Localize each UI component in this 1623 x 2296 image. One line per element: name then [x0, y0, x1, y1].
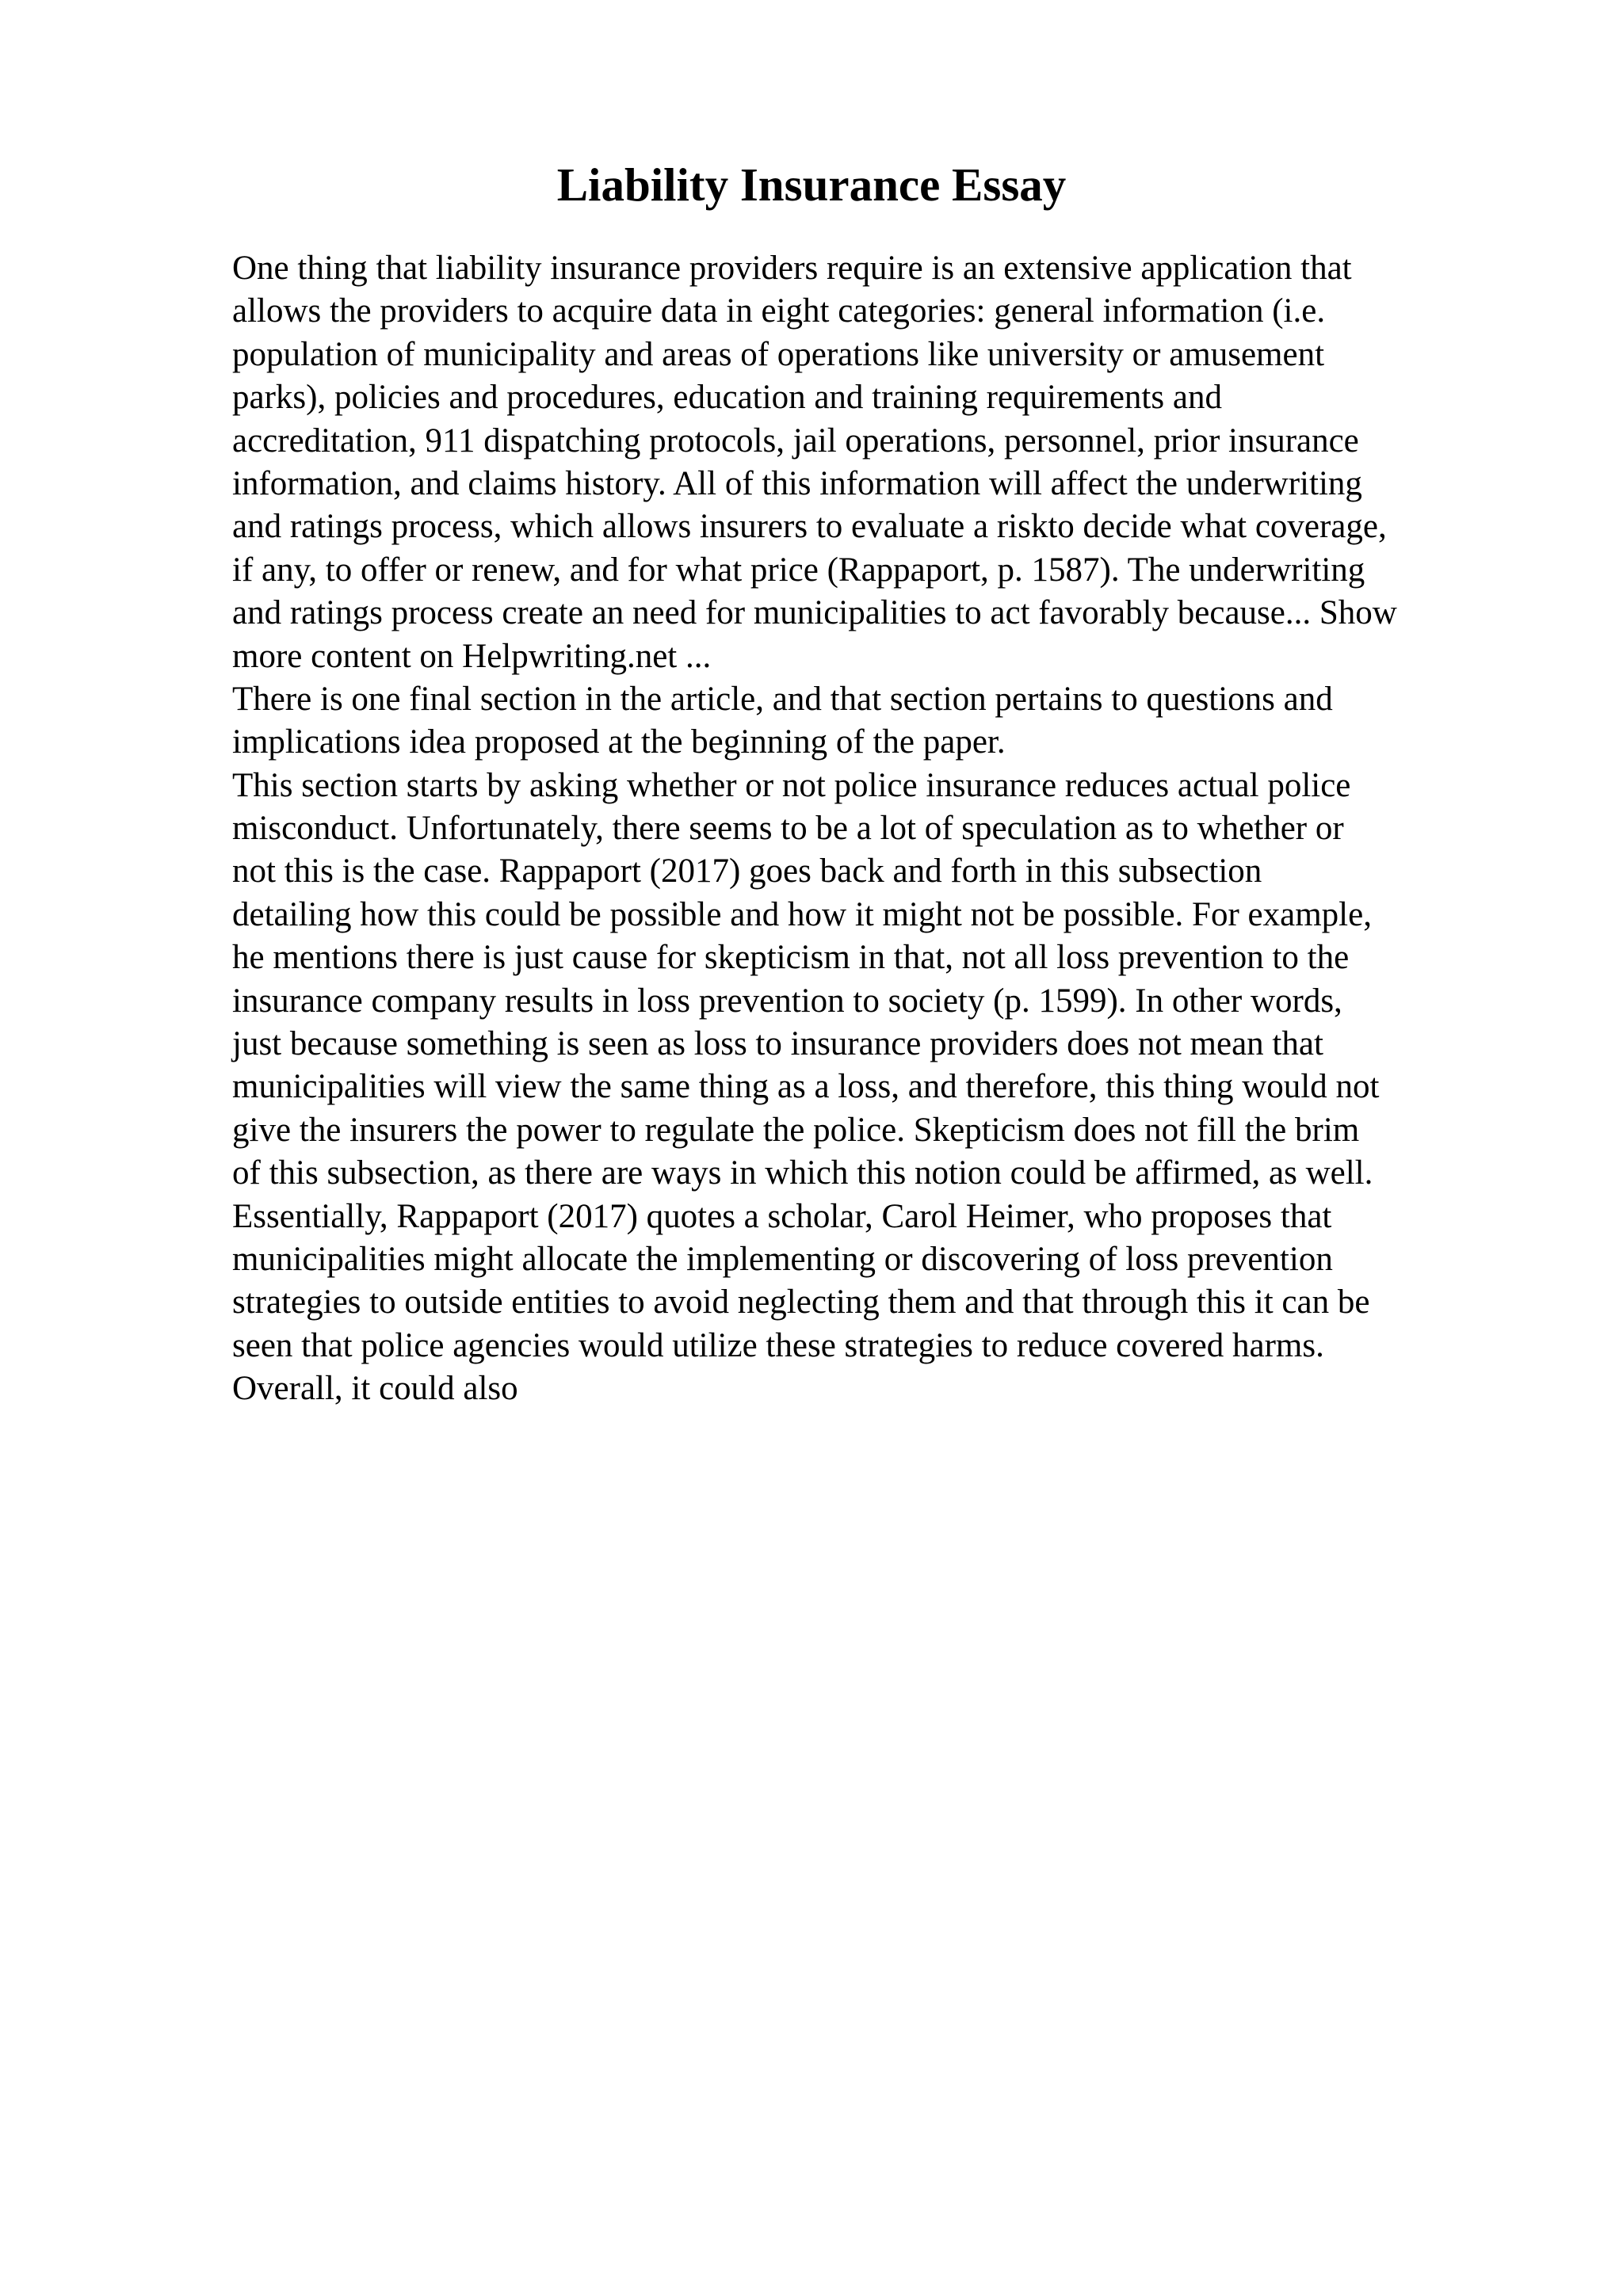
text-line: seen that police agencies would utilize these strategies to reduce covered harms. [232, 1326, 1324, 1364]
text-line: This section starts by asking whether or not police insurance reduces actual police [232, 766, 1351, 804]
text-line: if any, to offer or renew, and for what price (Rappaport, p. 1587). The underwriting [232, 551, 1365, 589]
text-line: parks), policies and procedures, education and training requirements and [232, 379, 1222, 417]
text-line: There is one final section in the article, and that section pertains to questions and [232, 680, 1333, 718]
text-line: insurance company results in loss prevention to society (p. 1599). In other words, [232, 982, 1342, 1020]
text-line: accreditation, 911 dispatching protocols, jail operations, personnel, prior insurance [232, 421, 1359, 460]
text-line: and ratings process create an need for municipalities to act favorably because... Show [232, 594, 1397, 632]
text-line: and ratings process, which allows insurers to evaluate a riskto decide what coverage, [232, 508, 1387, 546]
text-line: more content on Helpwriting.net ... [232, 637, 712, 675]
text-line: population of municipality and areas of operations like university or amusement [232, 335, 1325, 373]
text-line: give the insurers the power to regulate the police. Skepticism does not fill the brim [232, 1111, 1360, 1149]
text-line: detailing how this could be possible and how it might not be possible. For example, [232, 895, 1372, 933]
text-line: just because something is seen as loss to insurance providers does not mean that [232, 1025, 1323, 1063]
text-line: of this subsection, as there are ways in which this notion could be affirmed, as well. [232, 1154, 1373, 1192]
text-line: he mentions there is just cause for skepticism in that, not all loss prevention to the [232, 939, 1350, 977]
text-line: not this is the case. Rappaport (2017) goes back and forth in this subsection [232, 852, 1262, 891]
text-line: strategies to outside entities to avoid neglecting them and that through this it can be [232, 1283, 1370, 1322]
text-line: information, and claims history. All of this information will affect the underwriting [232, 464, 1362, 502]
text-line: Overall, it could also [232, 1370, 518, 1408]
text-line: allows the providers to acquire data in eight categories: general information (i.e. [232, 292, 1326, 330]
text-line: Essentially, Rappaport (2017) quotes a scholar, Carol Heimer, who proposes that [232, 1197, 1332, 1235]
text-line: misconduct. Unfortunately, there seems to be a lot of speculation as to whether or [232, 810, 1344, 848]
document-title: Liability Insurance Essay [556, 158, 1067, 211]
text-line: One thing that liability insurance providers require is an extensive application that [232, 250, 1352, 287]
text-line: municipalities might allocate the implementing or discovering of loss prevention [232, 1240, 1333, 1278]
text-line: implications idea proposed at the beginning of the paper. [232, 723, 1006, 761]
essay-body [232, 247, 1516, 1411]
text-line: municipalities will view the same thing as a loss, and therefore, this thing would not [232, 1068, 1380, 1106]
